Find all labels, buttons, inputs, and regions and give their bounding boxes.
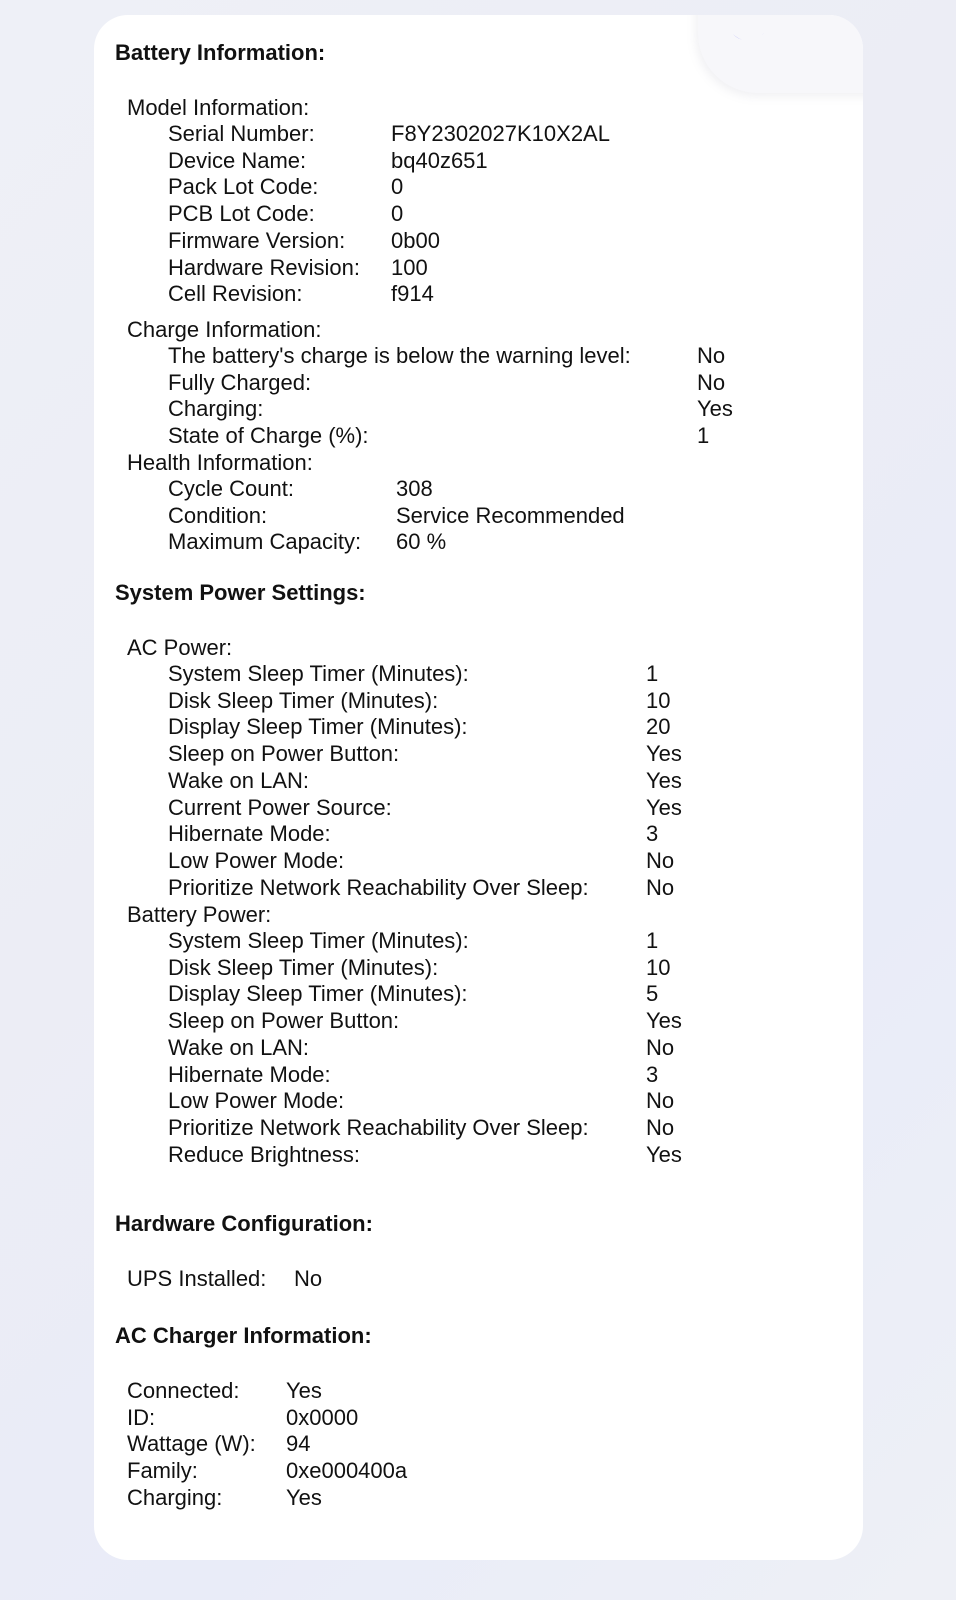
info-row-value: No (646, 874, 675, 900)
info-row-value: No (294, 1266, 323, 1291)
info-row-label: Cell Revision: (168, 281, 303, 307)
battery-information-title: Battery Information: (115, 40, 326, 65)
ac-power-heading: AC Power: (127, 635, 233, 660)
info-row-label: Display Sleep Timer (Minutes): (168, 714, 468, 740)
info-row-label: Hibernate Mode: (168, 821, 331, 847)
info-row-label: Wattage (W): (127, 1431, 256, 1457)
info-row-label: UPS Installed: (127, 1266, 267, 1291)
info-row-label: Reduce Brightness: (168, 1141, 360, 1167)
info-row-label: Connected: (127, 1378, 240, 1403)
info-row-value: Yes (286, 1484, 322, 1510)
info-row-label: Hibernate Mode: (168, 1061, 331, 1087)
info-row-label: Charging: (168, 396, 264, 422)
info-row-value: Yes (646, 1141, 682, 1167)
info-row-label: State of Charge (%): (168, 423, 369, 449)
info-row-value: No (697, 369, 726, 395)
info-row-value: 0xe000400a (286, 1458, 408, 1484)
info-row-label: Pack Lot Code: (168, 174, 319, 200)
info-row-label: Disk Sleep Timer (Minutes): (168, 954, 439, 980)
info-row-value: Service Recommended (396, 502, 625, 528)
info-row-value: No (646, 1034, 675, 1060)
info-row-label: Sleep on Power Button: (168, 1008, 400, 1034)
info-row-label: System Sleep Timer (Minutes): (168, 661, 469, 686)
info-row-value: 94 (286, 1431, 311, 1457)
info-row-label: Disk Sleep Timer (Minutes): (168, 687, 439, 713)
info-row-value: 3 (646, 821, 659, 847)
info-row-value: No (646, 1114, 675, 1140)
info-row-label: Wake on LAN: (168, 1034, 310, 1060)
info-row-value: 1 (697, 423, 710, 449)
info-row-value: 5 (646, 981, 659, 1007)
model-information-heading: Model Information: (127, 95, 310, 120)
info-row-label: Low Power Mode: (168, 1088, 345, 1114)
info-row-value: f914 (391, 281, 434, 307)
info-row-label: Hardware Revision: (168, 254, 360, 280)
info-row-label: Prioritize Network Reachability Over Sleep: (168, 1114, 589, 1140)
info-row-value: Yes (646, 767, 682, 793)
info-row-value: Yes (646, 794, 682, 820)
info-row-label: Wake on LAN: (168, 767, 310, 793)
info-row-label: Maximum Capacity: (168, 529, 362, 555)
info-row-value: Yes (646, 1008, 682, 1034)
info-row-label: Fully Charged: (168, 369, 312, 395)
info-row-value: Yes (286, 1378, 322, 1403)
info-row-label: System Sleep Timer (Minutes): (168, 928, 469, 953)
info-row-value: 100 (391, 254, 428, 280)
info-row-value: bq40z651 (391, 147, 488, 173)
info-row-label: Device Name: (168, 147, 307, 173)
info-row-label: Prioritize Network Reachability Over Sleep: (168, 874, 589, 900)
charge-information-heading: Charge Information: (127, 317, 322, 342)
info-row-value: 0 (391, 174, 404, 200)
battery-power-heading: Battery Power: (127, 902, 272, 927)
info-row-value: F8Y2302027K10X2AL (391, 121, 610, 146)
info-row-label: Low Power Mode: (168, 847, 345, 873)
moon-icon[interactable] (720, 15, 772, 47)
hardware-configuration-title: Hardware Configuration: (115, 1211, 373, 1236)
info-row-value: No (646, 1088, 675, 1114)
info-row-label: Family: (127, 1458, 198, 1484)
info-row-value: 3 (646, 1061, 659, 1087)
info-row-label: PCB Lot Code: (168, 201, 315, 227)
info-row-label: Firmware Version: (168, 227, 346, 253)
info-row-value: 0 (391, 201, 404, 227)
health-information-heading: Health Information: (127, 450, 313, 475)
info-row-value: 60 % (396, 529, 447, 555)
system-power-settings-title: System Power Settings: (115, 580, 366, 605)
info-row-value: 1 (646, 928, 659, 953)
info-row-value: 10 (646, 687, 671, 713)
info-row-label: Charging: (127, 1484, 223, 1510)
info-row-value: 20 (646, 714, 671, 740)
info-row-value: No (646, 847, 675, 873)
battery-report-card (94, 15, 863, 1560)
ac-charger-information-title: AC Charger Information: (115, 1323, 372, 1348)
info-row-value: 308 (396, 476, 433, 501)
info-row-value: Yes (697, 396, 733, 422)
info-row-label: Display Sleep Timer (Minutes): (168, 981, 468, 1007)
info-row-value: 10 (646, 954, 671, 980)
info-row-value: 1 (646, 661, 659, 686)
info-row-value: No (697, 343, 726, 368)
info-row-label: Condition: (168, 502, 268, 528)
info-row-label: The battery's charge is below the warning level: (168, 343, 631, 368)
info-row-label: Current Power Source: (168, 794, 392, 820)
info-row-label: Cycle Count: (168, 476, 294, 501)
info-row-label: ID: (127, 1404, 156, 1430)
info-row-value: 0x0000 (286, 1404, 359, 1430)
info-row-value: Yes (646, 741, 682, 767)
info-row-label: Serial Number: (168, 121, 315, 146)
info-row-value: 0b00 (391, 227, 440, 253)
info-row-label: Sleep on Power Button: (168, 741, 400, 767)
